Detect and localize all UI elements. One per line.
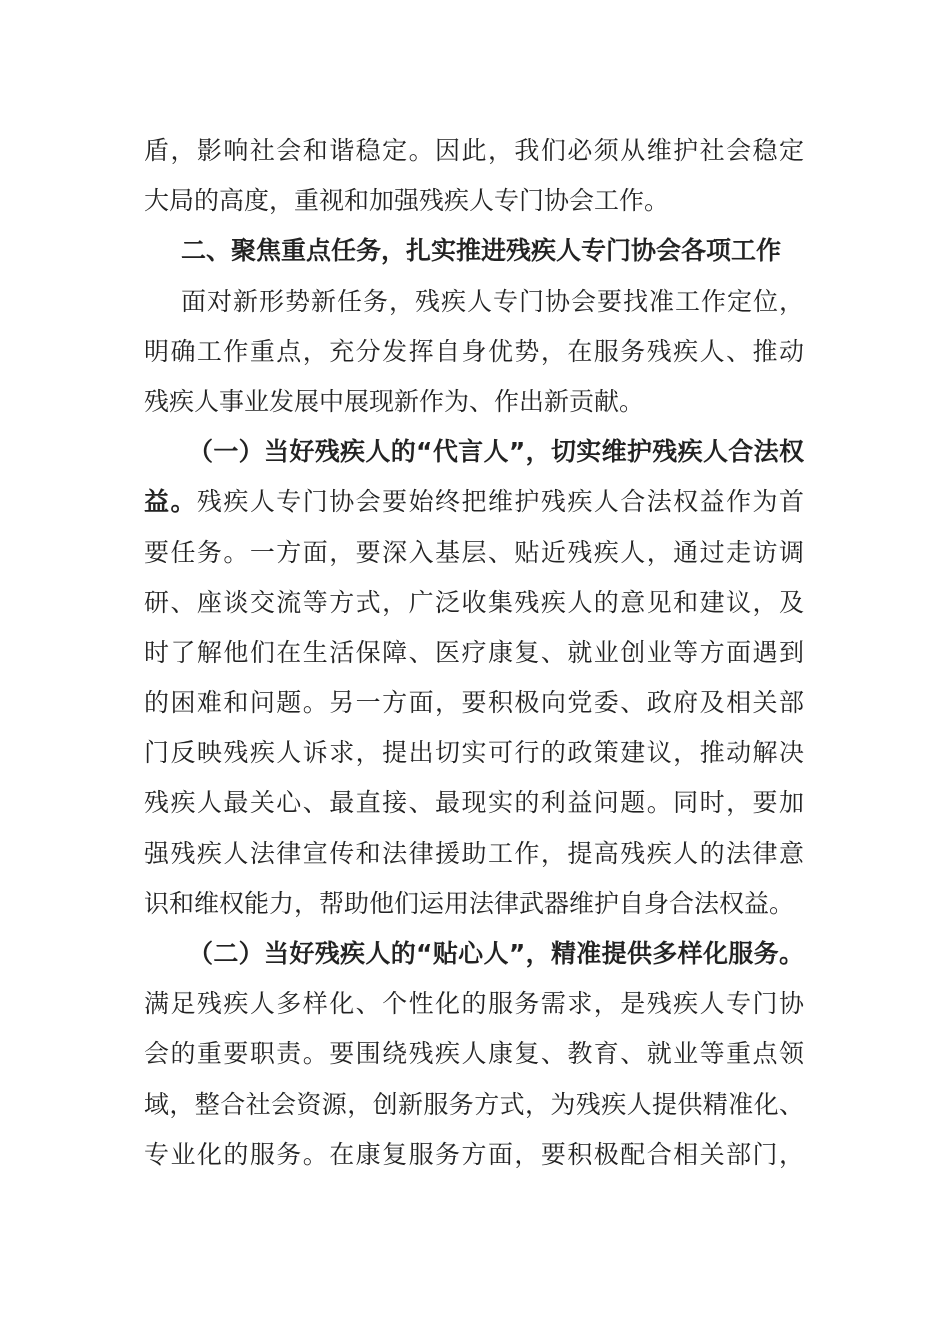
paragraph-line: 会的重要职责。要围绕残疾人康复、教育、就业等重点领 xyxy=(144,1039,804,1069)
section-heading: 二、聚焦重点任务，扎实推进残疾人专门协会各项工作 xyxy=(181,236,782,266)
subsection-heading: （二）当好残疾人的“贴心人”，精准提供多样化服务。 xyxy=(188,939,804,968)
paragraph-line xyxy=(144,477,804,527)
paragraph-line: 残疾人事业发展中展现新作为、作出新贡献。 xyxy=(144,386,645,416)
subsection-heading-tail: 益。 xyxy=(144,487,197,517)
paragraph-text: 残疾人专门协会要始终把维护残疾人合法权益作为首 xyxy=(196,487,804,517)
paragraph-line: 残疾人最关心、最直接、最现实的利益问题。同时，要加 xyxy=(144,788,804,818)
paragraph-line: 面对新形势新任务，残疾人专门协会要找准工作定位， xyxy=(181,286,804,316)
paragraph-line: 的困难和问题。另一方面，要积极向党委、政府及相关部 xyxy=(144,688,804,718)
paragraph-line: 专业化的服务。在康复服务方面，要积极配合相关部门， xyxy=(144,1139,804,1169)
paragraph-line: 识和维权能力，帮助他们运用法律武器维护自身合法权益。 xyxy=(144,888,795,918)
document-page xyxy=(144,126,804,1180)
paragraph-line: 大局的高度，重视和加强残疾人专门协会工作。 xyxy=(144,186,670,216)
paragraph-line: 要任务。一方面，要深入基层、贴近残疾人，通过走访调 xyxy=(144,537,804,567)
paragraph-line: 研、座谈交流等方式，广泛收集残疾人的意见和建议，及 xyxy=(144,587,804,617)
paragraph-line: 满足残疾人多样化、个性化的服务需求，是残疾人专门协 xyxy=(144,989,804,1019)
subsection-heading: （一）当好残疾人的“代言人”，切实维护残疾人合法权 xyxy=(188,437,804,467)
paragraph-line: 明确工作重点，充分发挥自身优势，在服务残疾人、推动 xyxy=(144,336,804,366)
paragraph-line: 盾，影响社会和谐稳定。因此，我们必须从维护社会稳定 xyxy=(144,136,804,165)
paragraph-line: 域，整合社会资源，创新服务方式，为残疾人提供精准化、 xyxy=(144,1089,804,1119)
paragraph-line: 时了解他们在生活保障、医疗康复、就业创业等方面遇到 xyxy=(144,637,804,667)
paragraph-line: 强残疾人法律宣传和法律援助工作，提高残疾人的法律意 xyxy=(144,838,804,868)
paragraph-line: 门反映残疾人诉求，提出切实可行的政策建议，推动解决 xyxy=(144,738,804,768)
